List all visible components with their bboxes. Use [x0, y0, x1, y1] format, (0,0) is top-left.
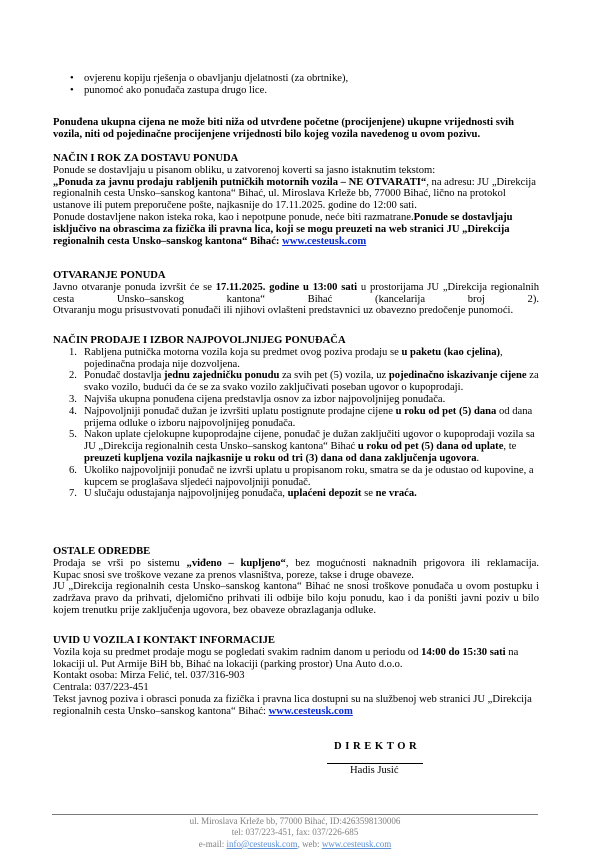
seen-bought-text: „viđeno – kupljeno“: [186, 557, 286, 569]
other-provisions-section: [53, 546, 539, 617]
opening-heading: OTVARANJE PONUDA: [53, 270, 166, 281]
footer-website-link[interactable]: www.cesteusk.com: [321, 838, 392, 849]
footer-address: ul. Miroslava Krleže bb, 77000 Bihać, ID:4263598130006: [189, 816, 401, 826]
list-number: 5.: [69, 429, 77, 441]
list-number: 1.: [69, 346, 77, 358]
list-item: • ovjerenu kopiju rješenja o obavljanju djelatnosti (za obrtnike),: [70, 73, 349, 84]
list-number: 6.: [69, 464, 77, 476]
list-item: 7. U slučaju odustajanja najpovoljnijeg ponuđača, uplaćeni depozit se ne vraća.: [69, 488, 417, 500]
bullet-icon: •: [70, 84, 74, 96]
list-item: 1. Rabljena putnička motorna vozila koja su predmet ovog poziva prodaju se u paketu (kao cjelina), pojedinačna prodaja nije dozvoljena.: [69, 346, 503, 370]
opening-paragraph: Javno otvaranje ponuda izvršit će se 17.11.2025. godine u 13:00 sati u prostorijama JU „Direkcija regionalnih cesta Unsko–sanskog kantona“ Bihać (kancelarija broj 2).: [53, 281, 539, 305]
inspection-website-paragraph: Tekst javnog poziva i obrasci ponuda za fizička i pravna lica dostupni su na službenoj web stranici JU „Direkcija regionalnih cesta Unsko–sanskog kantona“ Bihać: www.cesteusk.com: [53, 693, 532, 717]
other-paragraph-2: Kupac snosi sve troškove vezane za prenos vlasništva, poreze, takse i druge obaveze.: [53, 569, 414, 581]
selection-heading: NAČIN PRODAJE I IZBOR NAJPOVOLJNIJEG PONUĐAČA: [53, 335, 346, 346]
list-item: 2. Ponuđač dostavlja jednu zajedničku ponudu za svih pet (5) vozila, uz pojedinačno iskazivanje cijene za svako vozilo, budući da će se za svako vozilo zaključivati poseban ugovor o kupoprodaji.: [69, 370, 539, 394]
website-link[interactable]: www.cesteusk.com: [282, 235, 367, 247]
bullet-icon: •: [70, 73, 74, 84]
contact-person: Kontakt osoba: Mirza Felić, tel. 037/316-903: [53, 670, 245, 682]
signature-line: [327, 763, 423, 764]
price-notice: Ponuđena ukupna cijena ne može biti niža od utvrđene početne (procijenjene) ukupne vrijednosti svih vozila, niti od pojedinačne procijenjene vrijednosti bilo kojeg vozila navedenog u ovom pozivu.: [53, 117, 514, 140]
delivery-line1: Ponude se dostavljaju u pisanom obliku, u zatvorenoj koverti sa jasno istaknutim tekstom:: [53, 164, 436, 176]
list-item: • punomoć ako ponuđača zastupa drugo lice.: [70, 84, 267, 96]
list-number: 4.: [69, 405, 77, 417]
central-phone: Centrala: 037/223-451: [53, 682, 149, 694]
list-item: 3. Najviša ukupna ponuđena cijena predstavlja osnov za izbor najpovoljnijeg ponuđača.: [69, 393, 446, 405]
requirements-bullet-list: [53, 73, 539, 97]
signatory-name: Hadis Jusić: [350, 765, 399, 776]
signature-title: DIREKTOR: [334, 741, 421, 752]
delivery-heading: NAČIN I ROK ZA DOSTAVU PONUDA: [53, 153, 239, 164]
selection-section: [53, 335, 539, 500]
footer-phones: tel: 037/223-451, fax: 037/226-685: [231, 827, 359, 838]
opening-date: 17.11.2025. godine u 13:00 sati: [215, 281, 358, 293]
envelope-text: „Ponuda za javnu prodaju rabljenih putničkih motornih vozila – NE OTVARATI“: [53, 176, 427, 188]
delivery-address-paragraph: „Ponuda za javnu prodaju rabljenih putničkih motornih vozila – NE OTVARATI“, na adresu: JU „Direkcija regionalnih cesta Unsko–sanskog kantona“ Bihać, ul. Miroslava Krleže bb, 77000 Bihać, lično na protokol ustanove ili putem preporučene pošte, najkasnije do 17.11.2025. godine do 12:00 sati.: [53, 176, 536, 212]
list-number: 2.: [69, 370, 77, 382]
inspection-hours: 14:00 do 15:30 sati: [421, 646, 506, 658]
delivery-forms-paragraph: Ponude dostavljene nakon isteka roka, kao i nepotpune ponude, neće biti razmatrane.Ponude se dostavljaju isključivo na obrascima za fizička ili pravna lica, koji se mogu preuzeti na web stranici JU „Direkcija regionalnih cesta Unsko–sanskog kantona“ Bihać: www.cesteusk.com: [53, 211, 513, 247]
email-link[interactable]: info@cesteusk.com: [226, 838, 298, 849]
footer-contact: e-mail: info@cesteusk.com, web: www.cesteusk.com: [198, 838, 392, 849]
other-paragraph-1: Prodaja se vrši po sistemu „viđeno – kupljeno“, bez mogućnosti naknadnih prigovora ili reklamacija.: [53, 557, 539, 569]
list-number: 3.: [69, 393, 77, 405]
inspection-paragraph: Vozila koja su predmet prodaje mogu se pogledati svakim radnim danom u periodu od 14:00 do 15:30 sati na lokaciji ul. Put Armije BiH bb, Bihać na lokaciji (parking prostor) Una Auto d.o.o.: [53, 646, 519, 670]
inspection-heading: UVID U VOZILA I KONTAKT INFORMACIJE: [53, 635, 275, 646]
list-number: 7.: [69, 488, 77, 500]
inspection-section: [53, 635, 539, 718]
delivery-section: [53, 153, 539, 247]
opening-attendance: Otvaranju mogu prisustvovati ponuđači ili njihovi ovlašteni predstavnici uz obavezno predočenje punomoći.: [53, 305, 514, 317]
selection-numbered-list: [53, 347, 539, 500]
other-paragraph-3: JU „Direkcija regionalnih cesta Unsko–sanskog kantona“ Bihać ne snosi troškove ponuđača u ovom postupku i zadržava pravo da prihvati, djelomično prihvati ili odbije bilo koju ponudu, kao i da poništi javni poziv u bilo kojem trenutku prije zaključenja ugovora, bez obaveze obrazlaganja odluke.: [53, 581, 539, 616]
list-item: 6. Ukoliko najpovoljniji ponuđač ne izvrši uplatu u propisanom roku, smatra se da je odustao od kupovine, a kupcem se proglašava sljedeći najpovoljniji ponuđač.: [69, 464, 534, 488]
list-item: 5. Nakon uplate cjelokupne kupoprodajne cijene, ponuđač je dužan zaključiti ugovor o kupoprodaji vozila sa JU „Direkcija regionalnih cesta Unsko–sanskog kantona“ Bihać u roku od pet (5) dana od uplate, te preuzeti kupljena vozila najkasnije u roku od tri (3) dana od dana zaključenja ugovora.: [69, 429, 535, 464]
list-item: 4. Najpovoljniji ponuđač dužan je izvršiti uplatu postignute prodajne cijene u roku od pet (5) dana od dana prijema odluke o izboru najpovoljnijeg ponuđača.: [69, 405, 533, 429]
website-link[interactable]: www.cesteusk.com: [268, 705, 353, 717]
page-footer: [52, 816, 538, 850]
opening-section: [53, 270, 539, 317]
other-heading: OSTALE ODREDBE: [53, 546, 151, 557]
footer-divider: [52, 814, 538, 815]
